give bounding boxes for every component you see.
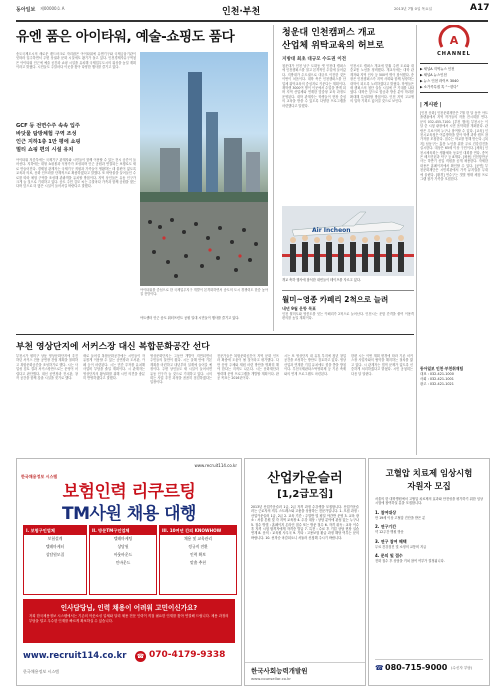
contact-line: 광고 : 032-421-1021 [420, 382, 454, 386]
ad-clinical-trial [368, 458, 490, 686]
ad2-footer-name: 한국사회능력개발원 [251, 667, 308, 675]
bottom-article-col5: 시는 또 영상단지 내 유휴 부지에 청년 창업 공간을 조성하는 방안도 검토하고 있다. 영상 산업과 연계한 기업 유치에도 힘을 쏟을 방침이다. 부천국제판타스틱영화제 등 기존 축제와의 연계 프로그램도 마련된다. [284, 354, 346, 376]
ad1-box-item: 상담원 [117, 544, 129, 549]
bottom-headline: 부천 영상단지에 서커스장 대신 복합문화공간 선다 [16, 342, 210, 352]
ad1-phone[interactable]: 070-4179-9338 [149, 650, 226, 660]
right-headline-line1: 청운대 인천캠퍼스 개교 [282, 28, 376, 38]
sidebar-menu [420, 63, 488, 93]
ad3-headline-1: 고혈압 치료제 임상시험 [385, 468, 473, 478]
ad1-box-title: I. 보험구인업체 [24, 526, 86, 535]
masthead [0, 0, 500, 22]
ad1-banner-text: 인사담당님, 인력 채용이 어려워 고민이신가요? [60, 604, 198, 612]
ad3-section-body: 무료 건강검진 및 소정의 교통비 지급 [375, 544, 427, 549]
ad1-company-name: 한국채용정보 시스템 [23, 669, 60, 674]
ad1-header [21, 463, 237, 479]
ad1-box-item: 채용 및 교육관리 [183, 536, 213, 541]
subhead: 바닷물 탐방체험 구역 조성 [16, 131, 77, 137]
subhead: GCF 등 전면수주 속속 입주 [16, 123, 80, 129]
ad1-box-title: III. 10여년 간의 KNOWHOW [160, 526, 236, 535]
ad2-body: 2013년 산업카운슬러 1급, 2급 자격 과정 수강생을 모집합니다. 산업카운슬러는 근로자의 직무 스트레스와 고충을 상담하는 전문가입니다. 1. 모집 과정 : 산업카운슬러 1급, 2급 2. 교육 기간 : 주말반 및 평일 야간반 운영 3. 교육 장소 : 서울 본원 및 각 지역 교육장 4. 수강 대상 : 상담 분야에 관심 있는 누구나 5. 접수 방법 : 홈페이지 온라인 접수 또는 방문 접수 6. 자격 취득 : 교육 이수 후 자격 시험 합격자에게 자격증 발급 7. 특전 : 수료 후 기업 상담 현장 실습 연계 8. 문의 : 교육원 사무국 9. 기타 : 고용보험 환급 과정 해당 여부는 문의 바랍니다. 10. 선착순 마감되오니 서둘러 신청해 주시기 바랍니다. [251, 505, 359, 540]
ad1-box-item: 정규직 전환 [188, 544, 208, 549]
ad3-intro: 서울의 한 대학병원에서 고혈압 치료제의 효과와 안전성을 평가하기 위한 임상시험에 참여하실 분을 모집합니다. [375, 497, 483, 506]
sidebar-menu-item[interactable]: ▶ 채널A 뉴스인천 [420, 73, 447, 77]
ad1-phone-icon: ☎ [136, 653, 145, 660]
ad3-phone-box[interactable] [375, 659, 483, 678]
channel-a-letter: A [449, 34, 459, 47]
sidebar-menu-item[interactable]: ▶ 뉴스 인천 라이브 3040 [420, 79, 459, 83]
main-photo-scene [140, 52, 268, 286]
small-article-rule [282, 290, 414, 291]
ad1-box-title: II. 방문TM구인업체 [90, 526, 156, 535]
ad1-company-tag: 한국채용정보 시스템 [21, 474, 58, 479]
main-article [16, 52, 136, 280]
small-article-subhead: 내년 9월 운항 목표 [282, 306, 317, 311]
phone-icon: ☎ [375, 664, 384, 672]
ad1-box-item: 맞춤 추천 [190, 560, 206, 565]
page-number: A17 [470, 3, 490, 13]
main-photo-caption: 아트센터 인근 송도 워터프런트 공원 일대 시민들이 행사를 즐기고 있다. [140, 316, 240, 320]
right-article-body-1: 청운대가 인천 남구 도화동 옛 인천대 캠퍼스에 인천캠퍼스를 열고 본격적인 수업에 들어갔다. 지방대가 수도권으로 대규모 이전한 것은 이번이 처음이다. 대학 측은 인천캠퍼스를 산업체 위탁교육의 중심지로 키운다는 계획이다. 재학생 3000여 명이 이곳에서 수업을 받게 되며 지역 산업체와 연계한 맞춤형 교육 과정도 운영된다. 대학 관계자는 학생들이 현장 중심의 교육을 받을 수 있도록 다양한 프로그램을 마련했다고 말했다. [282, 64, 346, 108]
ad3-section-title: 1. 참여대상 [375, 509, 397, 515]
ad3-phone-note: (수신자 부담) [451, 666, 473, 670]
ad1-url[interactable]: www.recruit114.co.kr [23, 651, 127, 661]
ceremony-scene [282, 206, 414, 276]
main-headline: 유엔 품은 아이타워, 예술-쇼핑도 품다 [16, 29, 235, 45]
ad1-banner-body: 저희 한국채용정보 시스템에서는 기존의 아웃소싱 업체와 달리 채용 전문 인력이 직접 필요한 인재를 찾아 연결해 드립니다. 채용 과정의 부담을 덜고 우수한 인재를 빠르게 확보하실 수 있습니다. [29, 614, 229, 623]
plane-text: Air Incheon [312, 227, 351, 234]
main-article-body-bottom: 아이타워 저층부에는 국제기구 관계자와 시민들이 함께 이용할 수 있는 전시 공간이 들어선다. 지하에는 대형 쇼핑몰과 식당가가 조성되며 인근 공원과 연결되는 보행로도 새로 만들어진다. 경제청 관계자는 국제기구 직원과 가족들이 생활하는 데 불편이 없도록 교육과 의료, 문화 인프라를 단계적으로 확충하겠다고 말했다. 또 바닷물을 끌어들인 수로를 따라 체험 구역을 조성해 관광객을 유치할 방침이다. 지역 상인들은 유동 인구가 크게 늘 것으로 기대하고 있다. 송도 주민 김모 씨는 주말마다 가족과 함께 공원을 찾는다며 앞으로 더 많은 시설이 들어서길 바란다고 말했다. [16, 158, 136, 189]
ad1-box-item: 아웃바운드 [113, 552, 133, 557]
bottom-article-col1: 부천시가 원미구 상동 영상문화단지에 추진하던 서커스 전용 공연장 건립 계획을 철회하고 복합문화공간을 조성하기로 했다. 시는 사업성 검토 결과 서커스장만으로는 운영이 어렵다고 판단했다. 대신 공연장과 전시관, 창작 공간을 함께 갖춘 시설을 짓기로 했다. [16, 354, 78, 381]
paper-name: 동아일보 [16, 7, 36, 13]
bottom-article-col4: 전문가들은 복합문화공간이 지역 문화 인프라 확충에 도움이 될 것이라고 평가했다. 다만 운영 주체와 재원 마련 방안을 명확히 해야 한다는 지적도 나온다. 시는 문화재단과 협력해 운영 프로그램을 개발할 계획이다. 완공 목표는 2016년이다. [217, 354, 279, 381]
ad1-box-2 [89, 525, 157, 595]
contact-title: 동아일보 인천·부천취재팀 [420, 366, 464, 371]
ad-counsellor [244, 458, 366, 686]
ad1-box-3 [159, 525, 237, 595]
ad1-banner [23, 599, 235, 643]
ad2-headline-2: [1,2급모집] [277, 489, 333, 500]
ad3-section-body: 전화 접수 후 상담을 거쳐 참여 여부가 결정됩니다. [375, 559, 445, 564]
sidebar-menu-item[interactable]: ▶ 소가족특집 톡 “~한다” [420, 85, 459, 89]
right-subhead: 지방대 최초 대규모 수도권 이전 [282, 57, 347, 62]
ad2-headline-1: 산업카운슬러 [267, 471, 343, 486]
ad3-body [375, 497, 483, 647]
ad2-footer-url[interactable]: www.counsellor.co.kr [251, 676, 291, 681]
right-headline [282, 27, 412, 53]
bottom-article-rule [16, 334, 414, 335]
small-article-body: 인천 월미도와 영종도를 잇는 카페리가 2척으로 늘어난다. 인천시는 운항 간격을 줄여 이용객 편의를 높일 계획이다. [282, 312, 414, 321]
main-subheads [16, 122, 136, 154]
masthead-rule [16, 20, 488, 22]
main-article-body-top: 송도국제도시의 새로운 랜드마크로 자리잡은 아이타워에 유엔기구와 국제금융기관이 잇따라 입주하면서 주변 상권과 문화 시설에도 활기가 돌고 있다. 인천경제자유구역청은 아이타워 인근에 예술 공간과 쇼핑 시설을 유치해 국제업무도시의 위상을 높일 계획이라고 밝혔다. 시민들도 주말마다 이곳을 찾아 다양한 행사를 즐기고 있다. [16, 52, 136, 70]
ad-recruit114 [16, 458, 242, 686]
right-headline-line2: 산업체 위탁교육의 허브로 [282, 41, 384, 51]
subhead: 인근 지하1층 1만 평에 쇼핑 [16, 139, 81, 145]
main-photo [140, 52, 268, 286]
ad1-box-item: 인력 확보 [190, 552, 206, 557]
ad3-headline-2: 자원자 모집 [407, 481, 451, 491]
ad1-headline-2: TM사원 채용 대행 [62, 504, 196, 524]
board-title: | 게시판 | [420, 102, 442, 108]
right-photo [282, 206, 414, 276]
bottom-article-col2: 새로 들어설 복합문화공간에는 시민들이 자유롭게 이용할 수 있는 공연장과 도서관, 카페 등이 마련된다. 시는 민간 투자를 유치해 사업비 부담을 줄일 계획이다. 시 관계자는 영상단지의 활성화를 위해 시민 의견을 충분히 반영하겠다고 말했다. [83, 354, 145, 381]
ad1-box-item: 인바운드 [115, 560, 131, 565]
contact-line: 사회 : 032-421-1001 [420, 377, 454, 381]
ad1-footer [23, 649, 235, 679]
right-article-body-2: 인천시도 캠퍼스 개교에 맞춰 주변 도로와 대중교통 노선을 정비했다. 개교식에는 대학 관계자와 지역 인사 등 500여 명이 참석했다. 총장은 인천캠퍼스가 지역 사회와 함께 성장하는 대학이 되도록 노력하겠다고 밝혔다. 학생들은 새 캠퍼스의 첨단 실습 시설에 큰 기대를 나타냈다. 대학은 앞으로 항공과 방송 분야 학과를 확대해 특성화할 방침이다. 인천 지역 고교생의 입학 기회도 넓어질 것으로 보인다. [350, 64, 414, 104]
ad3-phone[interactable]: 080-715-9000 [385, 663, 448, 672]
channel-a-logo [420, 25, 488, 51]
channel-label: CHANNEL [437, 51, 471, 57]
ad1-box-item: 텔레마케터 [45, 544, 65, 549]
sidebar-menu-item[interactable]: ▶ 채널A 지역뉴스 인천 [420, 67, 455, 71]
bottom-article-col3: 영상문화단지는 그동안 개발이 지연되면서 주민들의 불만이 컸다. 시는 올해 안에 기본 계획을 마련하고 내년부터 설계에 들어갈 예정이다. 주변 상인들도 새 시설이 들어서면 유동 인구가 늘 것으로 기대하고 있다. 시의회는 사업 추진 과정을 꼼꼼히 점검하겠다는 입장이다. [150, 354, 212, 385]
ad1-headline-1: 보험인력 리쿠르팅 [62, 482, 196, 502]
ad3-section-title: 4. 문의 및 접수 [375, 553, 403, 559]
right-photo-caption: 개교 축하 행사에 참석한 내빈들이 테이프를 자르고 있다. [282, 278, 361, 282]
column-divider [273, 25, 274, 331]
main-article-col3: 아이타워를 중심으로 한 국제업무지구 개발이 본격화하면서 송도의 도시 경쟁력도 한층 높아질 전망이다. [140, 288, 268, 297]
ad1-box-item: 텔레마케팅 [113, 536, 133, 541]
board-body: [인천 문화] 인천문화재단은 7월 한 달 동안 아트플랫폼에서 지역 작가들의 작품 전시회를 연다. 문의 032-455-7100. [부천 행사] 부천시는 이달 중 시청 광장에서 시민 음악회를 개최한다. 관람은 무료이며 누구나 참여할 수 있다. [교육] 인천시교육청은 여름방학을 맞아 학생 과학 캠프 참가자를 모집한다. 접수는 학교를 통해 받는다. [복지] 남동구는 홀몸 노인을 위한 무료 건강검진을 실시한다. 대상은 65세 이상 구민이다. [체육] 인천시체육회는 생활체육 동호인 대회를 연다. 종목은 배드민턴과 탁구 등 8개다. [채용] 인천항만공사는 하반기 신입 직원을 공개 채용한다. 자세한 내용은 홈페이지에서 확인할 수 있다. [공연] 부천문화재단은 시민회관에서 가족 뮤지컬을 무대에 올린다. [환경] 연수구는 갯벌 생태 체험 프로그램 참가 가족을 모집한다. [420, 111, 488, 182]
ad3-section-body: 약 12주간 병원 방문 [375, 530, 404, 535]
section-title: 인천·부천 [222, 7, 261, 17]
small-article-headline: 월미~영종 카페리 2척으로 늘려 [282, 295, 389, 304]
ad1-box-item: 보험설계 [47, 536, 63, 541]
ad1-box-1 [23, 525, 87, 595]
ad3-section-title: 2. 연구기간 [375, 524, 397, 530]
ad3-section-title: 3. 연구 참여 혜택 [375, 538, 407, 544]
subhead: 멀티 쇼핑 편의 시설 유치 [16, 147, 74, 153]
edition: 제00000호 A [40, 6, 65, 11]
channel-a-icon [420, 25, 488, 51]
date: 2013년 7월 0일 목요일 [394, 7, 432, 11]
ad2-footer [245, 662, 365, 685]
ad1-url-top[interactable]: www.recruit114.co.kr [194, 463, 237, 468]
bottom-article-col6: 한편 시는 이번 계획 변경에 따라 기존 서커스장 사업자와의 협약을 해지하는 절차를 밟고 있다. 시 관계자는 법적 문제가 없도록 신중하게 처리하겠다고 밝혔다. 시민 공청회는 다음 달 열린다. [351, 354, 413, 376]
ad1-box-item: 상담원모집 [45, 552, 65, 557]
sidebar-divider [416, 25, 417, 455]
ad3-section-body: 만 19세 이상 고혈압 진단을 받은 분 [375, 515, 426, 520]
contact-line: 대표 : 032-421-1000 [420, 372, 454, 376]
